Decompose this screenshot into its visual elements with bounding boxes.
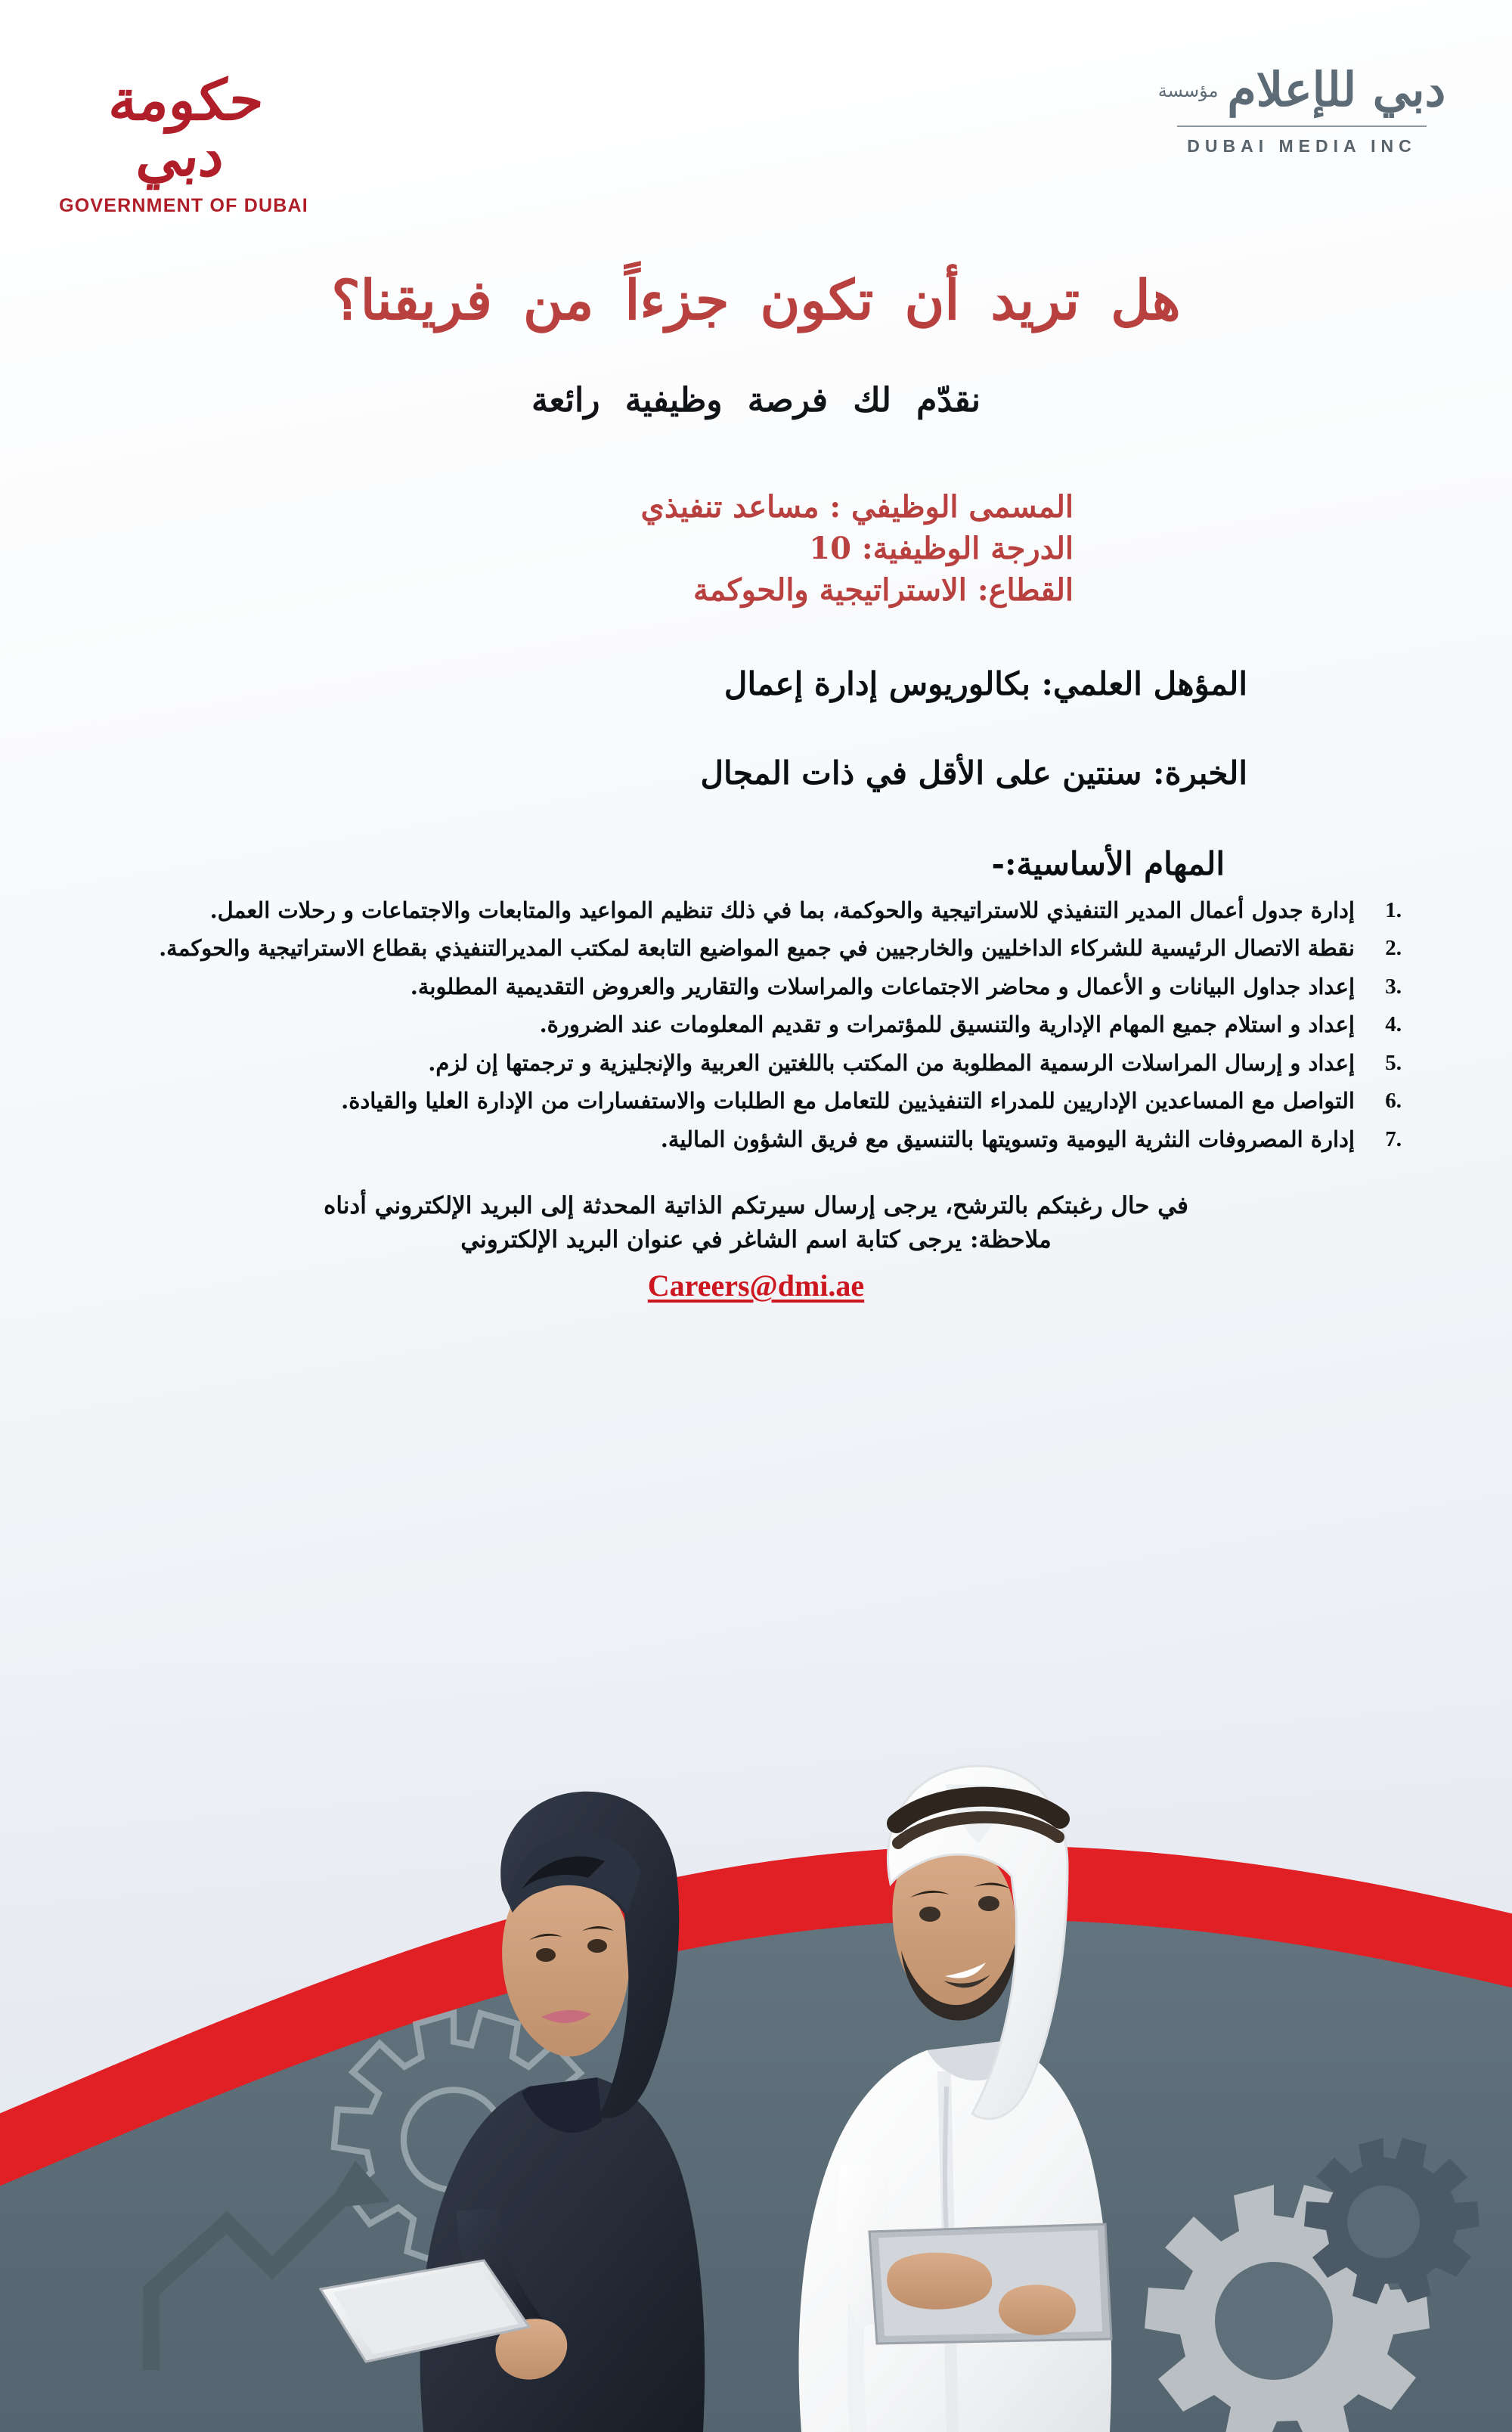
tasks-heading: المهام الأساسية:- (991, 844, 1225, 882)
dmi-logo-divider (1177, 125, 1427, 127)
hero-graphics (0, 1663, 1512, 2432)
tasks-list (91, 894, 1421, 1157)
dmi-logo-arabic-row (1151, 62, 1453, 117)
qualification-block (91, 663, 1421, 706)
task-item: إعداد و إرسال المراسلات الرسمية المطلوبة من المكتب باللغتين العربية والإنجليزية و ترجمتها إن لزم. (428, 1049, 1355, 1076)
page-subtitle: نقدّم لك فرصة وظيفية رائعة (531, 381, 981, 420)
task-item: التواصل مع المساعدين الإداريين للمدراء التنفيذيين للتعامل مع الطلبات والاستفسارات من الإدارة العليا والقيادة. (341, 1088, 1355, 1114)
apply-instructions-block (91, 1189, 1421, 1303)
poster-header (0, 0, 1512, 227)
apply-note-line: ملاحظة: يرجى كتابة اسم الشاغر في عنوان البريد الإلكتروني (460, 1226, 1052, 1254)
dmi-latin-text: DUBAI MEDIA INC (1187, 136, 1417, 156)
page-title: هل تريد أن تكون جزءاً من فريقنا؟ (331, 268, 1181, 332)
government-of-dubai-arabic-text: حكومة دبي (106, 68, 268, 189)
job-sector-line: القطاع: الاستراتيجية والحوكمة (693, 572, 1074, 609)
task-item: إعداد و استلام جميع المهام الإدارية والتنسيق للمؤتمرات و تقديم المعلومات عند الضرورة. (539, 1012, 1355, 1038)
experience-line: الخبرة: سنتين على الأقل في ذات المجال (700, 754, 1247, 792)
government-of-dubai-latin-text: GOVERNMENT OF DUBAI (59, 195, 308, 216)
hero-image-area (0, 1663, 1512, 2432)
task-item: إدارة المصروفات النثرية اليومية وتسويتها بالتنسيق مع فريق الشؤون المالية. (660, 1126, 1355, 1152)
job-grade-line: الدرجة الوظيفية: 10 (809, 531, 1074, 567)
task-item: إعداد جداول البيانات و الأعمال و محاضر الاجتماعات والمراسلات والتقارير والعروض التقديمية المطلوبة. (410, 973, 1355, 999)
government-of-dubai-logo (59, 68, 308, 217)
qualification-line: المؤهل العلمي: بكالوريوس إدارة إعمال (723, 665, 1247, 702)
dmi-arabic-main-text: دبي للإعلام (1227, 62, 1446, 117)
job-title-line: المسمى الوظيفي : مساعد تنفيذي (640, 489, 1074, 525)
task-item: إدارة جدول أعمال المدير التنفيذي للاستراتيجية والحوكمة، بما في ذلك تنظيم المواعيد والمتابعات والاجتماعات و رحلات العمل. (209, 897, 1355, 923)
task-item: نقطة الاتصال الرئيسية للشركاء الداخليين والخارجيين في جميع المواضيع التابعة لمكتب المديرالتنفيذي بقطاع الاستراتيجية والحوكمة. (159, 935, 1355, 962)
experience-block (91, 752, 1421, 795)
apply-instruction-line: في حال رغبتكم بالترشح، يرجى إرسال سيرتكم الذاتية المحدثة إلى البريد الإلكتروني أدناه (324, 1192, 1188, 1220)
poster-content (0, 227, 1512, 1303)
careers-email-link[interactable]: Careers@dmi.ae (647, 1269, 865, 1303)
dubai-media-inc-logo (1151, 62, 1453, 156)
job-meta-block (91, 486, 1421, 612)
dmi-arabic-prefix-text: مؤسسة (1157, 80, 1219, 101)
